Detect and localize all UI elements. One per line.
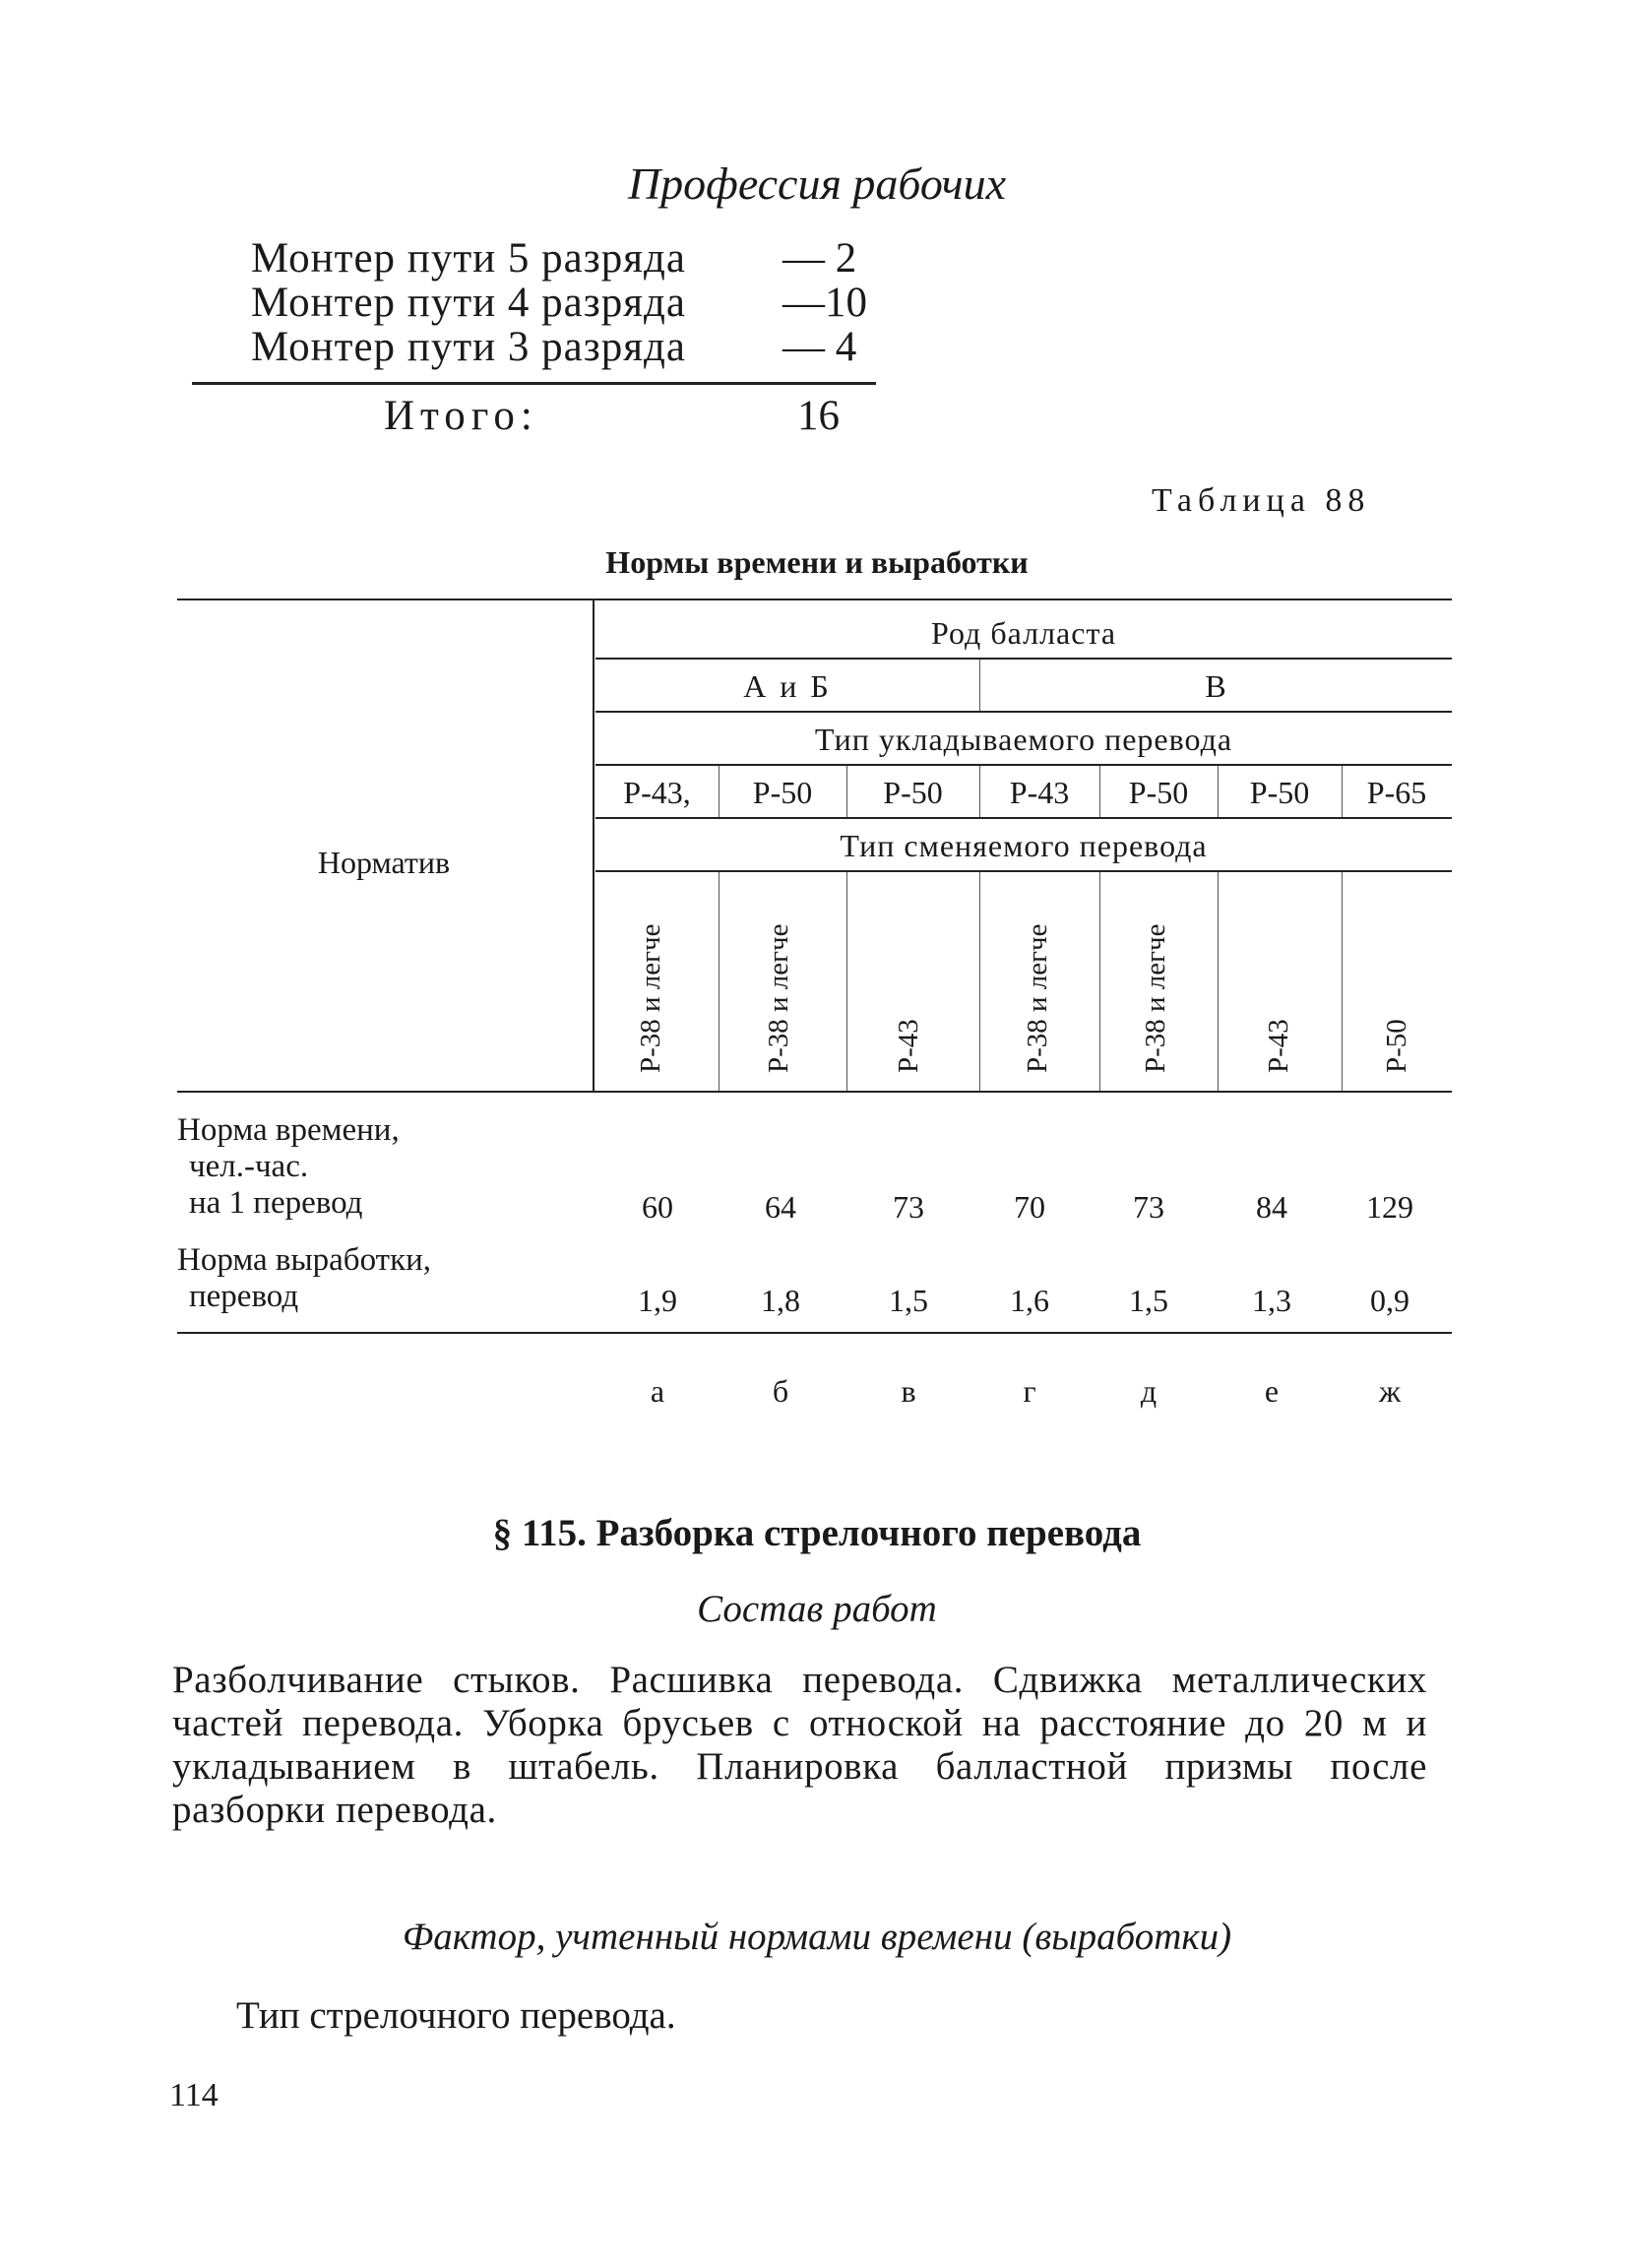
column-letter: б bbox=[772, 1373, 789, 1409]
header-rule bbox=[595, 817, 1452, 819]
total-divider bbox=[192, 382, 876, 385]
table-cell: 129 bbox=[1366, 1189, 1413, 1225]
table-cell: 0,9 bbox=[1370, 1283, 1409, 1318]
worker-count: — 4 bbox=[782, 324, 857, 370]
column-divider bbox=[1099, 872, 1100, 1091]
table-cell: 60 bbox=[642, 1189, 673, 1225]
row-label bbox=[177, 1112, 400, 1222]
laid-type-cell: Р-50 bbox=[752, 775, 813, 810]
ballast-group: А и Б bbox=[743, 668, 832, 704]
column-divider bbox=[1218, 872, 1219, 1091]
table-bottom-rule bbox=[177, 1332, 1452, 1334]
stub-divider bbox=[593, 600, 594, 1091]
replaced-type-header: Тип сменяемого перевода bbox=[840, 828, 1208, 863]
page-number: 114 bbox=[169, 2077, 219, 2113]
replaced-type-cell: Р-38 и легче bbox=[763, 923, 794, 1073]
row-label-line: Норма выработки, bbox=[177, 1242, 432, 1278]
row-label bbox=[177, 1242, 431, 1315]
ballast-header: Род балласта bbox=[930, 615, 1117, 651]
table-top-rule bbox=[177, 598, 1452, 600]
table-cell: 84 bbox=[1256, 1189, 1287, 1225]
laid-type-cell: Р-50 bbox=[1128, 775, 1189, 810]
header-bottom-rule bbox=[177, 1091, 1452, 1093]
column-letter: г bbox=[1023, 1373, 1036, 1409]
section-title: § 115. Разборка стрелочного перевода bbox=[492, 1512, 1142, 1554]
column-divider bbox=[979, 872, 980, 1091]
table-cell: 1,5 bbox=[889, 1283, 928, 1318]
column-letter: д bbox=[1140, 1373, 1158, 1409]
total-label: Итого: bbox=[384, 393, 538, 439]
column-letter: ж bbox=[1378, 1373, 1402, 1409]
column-divider bbox=[719, 872, 720, 1091]
laid-type-header: Тип укладываемого перевода bbox=[814, 722, 1233, 757]
replaced-type-cell: Р-43 bbox=[893, 1019, 924, 1073]
worker-label: Монтер пути 5 разряда bbox=[251, 235, 686, 282]
laid-type-cell: Р-50 bbox=[1249, 775, 1310, 810]
replaced-type-cell: Р-38 и легче bbox=[1140, 923, 1171, 1073]
ballast-group: В bbox=[1205, 668, 1226, 704]
column-divider bbox=[1342, 872, 1343, 1091]
worker-row bbox=[251, 325, 881, 369]
work-description: Разболчивание стыков. Расшивка перевода. Сдвижка металлических частей перевода. Уборка брусьев с отноской на расстояние до 20 м и укладыванием в штабель. Планировка балластной призмы после разборки перевода. bbox=[172, 1659, 1427, 1831]
worker-row bbox=[251, 236, 881, 281]
laid-type-cell: Р-65 bbox=[1366, 775, 1427, 810]
header-rule bbox=[595, 711, 1452, 713]
profession-title: Профессия рабочих bbox=[627, 158, 1007, 209]
replaced-type-cell: Р-43 bbox=[1263, 1019, 1294, 1073]
total-value: 16 bbox=[797, 393, 840, 439]
total-row bbox=[384, 392, 840, 440]
header-rule bbox=[595, 764, 1452, 766]
row-label-line: перевод bbox=[189, 1279, 299, 1314]
section-subtitle: Состав работ bbox=[697, 1588, 937, 1630]
laid-type-cell: Р-43 bbox=[1009, 775, 1070, 810]
column-letter: а bbox=[650, 1373, 665, 1409]
factor-text: Тип стрелочного перевода. bbox=[236, 1994, 676, 2037]
worker-label: Монтер пути 4 разряда bbox=[251, 280, 686, 326]
table-cell: 64 bbox=[765, 1189, 796, 1225]
table-number: Таблица 88 bbox=[1152, 482, 1371, 519]
worker-count: —10 bbox=[782, 280, 867, 326]
column-letter: в bbox=[901, 1373, 916, 1409]
laid-type-cell: Р-43, bbox=[623, 775, 691, 810]
table-title: Нормы времени и выработки bbox=[605, 544, 1029, 580]
header-rule bbox=[595, 870, 1452, 872]
table-cell: 73 bbox=[893, 1189, 924, 1225]
worker-row bbox=[251, 281, 881, 325]
normativ-header: Норматив bbox=[317, 845, 451, 880]
worker-count: — 2 bbox=[782, 235, 857, 282]
table-cell: 1,3 bbox=[1252, 1283, 1291, 1318]
worker-label: Монтер пути 3 разряда bbox=[251, 324, 686, 370]
column-letter: е bbox=[1264, 1373, 1280, 1409]
replaced-type-cell: Р-38 и легче bbox=[1022, 923, 1053, 1073]
table-cell: 73 bbox=[1133, 1189, 1164, 1225]
table-cell: 70 bbox=[1014, 1189, 1045, 1225]
row-label-line: Норма времени, bbox=[177, 1112, 400, 1148]
replaced-type-cell: Р-38 и легче bbox=[635, 923, 666, 1073]
workers-list bbox=[251, 236, 881, 369]
laid-type-cell: Р-50 bbox=[883, 775, 943, 810]
table-cell: 1,6 bbox=[1010, 1283, 1049, 1318]
table-cell: 1,8 bbox=[761, 1283, 800, 1318]
row-label-line: на 1 перевод bbox=[189, 1185, 363, 1221]
header-rule bbox=[595, 658, 1452, 660]
column-divider bbox=[846, 872, 847, 1091]
row-label-line: чел.-час. bbox=[189, 1149, 309, 1184]
table-cell: 1,5 bbox=[1129, 1283, 1168, 1318]
replaced-type-cell: Р-50 bbox=[1381, 1019, 1412, 1073]
table-cell: 1,9 bbox=[638, 1283, 677, 1318]
factor-title: Фактор, учтенный нормами времени (выработки) bbox=[402, 1916, 1232, 1958]
